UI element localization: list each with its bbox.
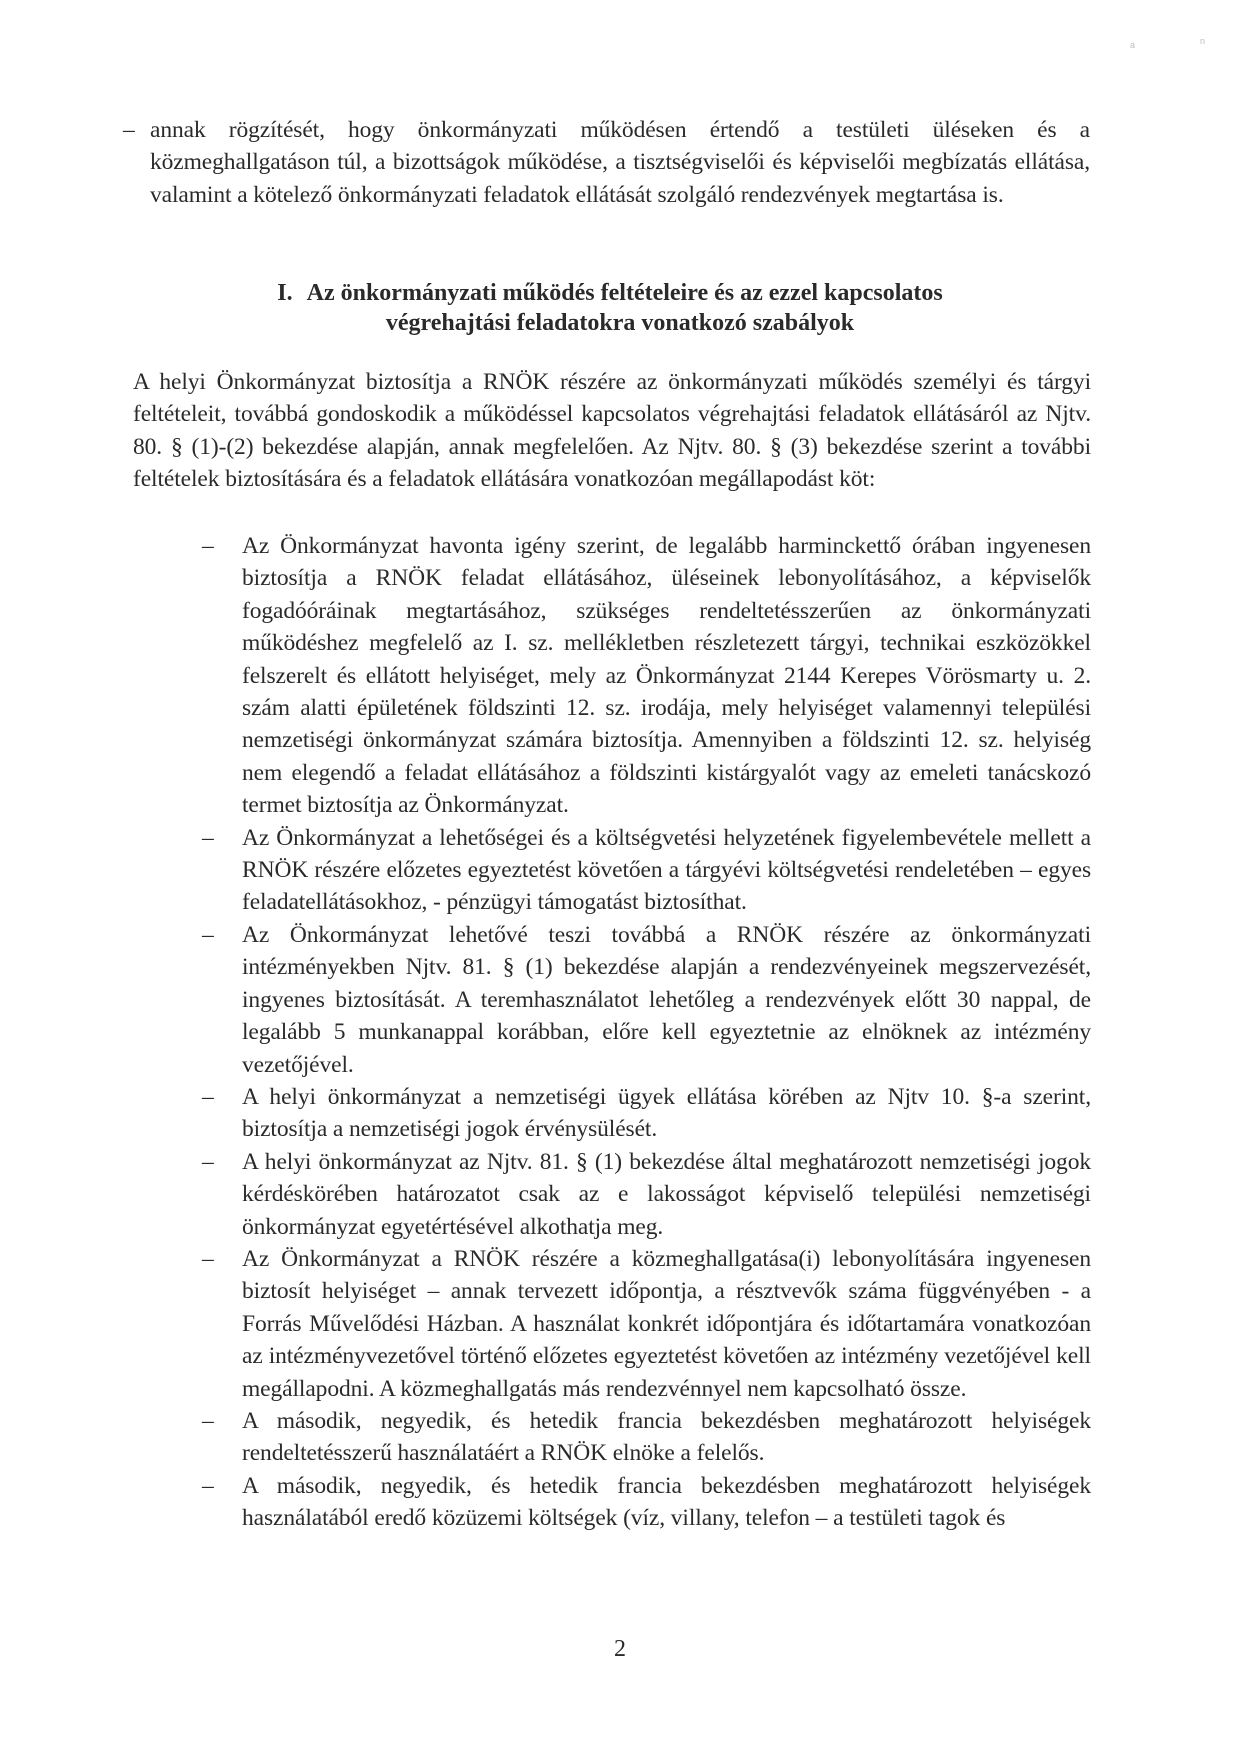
bullet-dash: – xyxy=(202,921,214,948)
list-item-text: A helyi önkormányzat a nemzetiségi ügyek ellátása körében az Njtv 10. §-a szerint, biztosítja a nemzetiségi jogok érvénysülését. xyxy=(242,1083,1091,1143)
list-item-text: Az Önkormányzat a lehetőségei és a költségvetési helyzetének figyelembevétele mellett a RNÖK részére előzetes egyeztetést követően a tárgyévi költségvetési rendeletében – egyes feladatellátásokhoz, - pénzügyi támogatást biztosíthat. xyxy=(242,824,1091,916)
list-item-text: Az Önkormányzat a RNÖK részére a közmeghallgatása(i) lebonyolítására ingyenesen biztosít helyiséget – annak tervezett időpontja, a résztvevők száma függvényében - a Forrás Művelődési Házban. A használat konkrét időpontjára és időtartamára vonatkozóan az intézményvezetővel történő előzetes egyeztetést követően az intézmény vezetőjével kell megállapodni. A közmeghallgatás más rendezvénnyel nem kapcsolható össze. xyxy=(242,1245,1091,1402)
intro-paragraph: A helyi Önkormányzat biztosítja a RNÖK részére az önkormányzati működés személyi és tárgyi feltételeit, továbbá gondoskodik a működéssel kapcsolatos végrehajtási feladatok ellátásáról az Njtv. 80. § (1)-(2) bekezdése alapján, annak megfelelően. Az Njtv. 80. § (3) bekezdése szerint a további feltételek biztosítására és a feladatok ellátására vonatkozóan megállapodást köt: xyxy=(133,369,1091,493)
list-item xyxy=(202,530,1091,822)
list-item-text: A helyi önkormányzat az Njtv. 81. § (1) bekezdése által meghatározott nemzetiségi jogok kérdéskörében határozatot csak az e lakosságot képviselő települési nemzetiségi önkormányzat egyetértésével alkothatja meg. xyxy=(242,1148,1091,1240)
section-heading xyxy=(150,278,1090,338)
list-item xyxy=(202,822,1091,919)
bullet-dash: – xyxy=(123,117,135,143)
list-item xyxy=(202,1081,1091,1146)
scan-artifact-mark: n xyxy=(1200,36,1206,46)
bullet-text: annak rögzítését, hogy önkormányzati működésen értendő a testületi üléseken és a közmeghallgatáson túl, a bizottságok működése, a tisztségviselői és képviselői megbízatás ellátása, valamint a kötelező önkormányzati feladatok ellátását szolgáló rendezvények megtartása is. xyxy=(150,117,1090,208)
list-item-text: A második, negyedik, és hetedik francia bekezdésben meghatározott helyiségek rendeltetésszerű használatáért a RNÖK elnöke a felelős. xyxy=(242,1407,1091,1467)
list-item-text: Az Önkormányzat lehetővé teszi továbbá a RNÖK részére az önkormányzati intézményekben Njtv. 81. § (1) bekezdése alapján a rendezvényeinek megszervezését, ingyenes biztosítását. A teremhasználatot lehetőleg a rendezvények előtt 30 nappal, de legalább 5 munkanappal korábban, előre kell egyeztetnie az elnöknek az intézmény vezetőjével. xyxy=(242,921,1091,1078)
bullet-dash: – xyxy=(202,1148,214,1175)
scan-artifact-mark: a xyxy=(1130,40,1136,50)
section-heading-line-2: végrehajtási feladatokra vonatkozó szabályok xyxy=(385,310,855,336)
bullet-dash: – xyxy=(202,1472,214,1499)
bullet-dash: – xyxy=(202,1083,214,1110)
list-item-text: Az Önkormányzat havonta igény szerint, de legalább harminckettő órában ingyenesen biztosítja a RNÖK feladat ellátásához, üléseinek lebonyolításához, a képviselők fogadóóráinak megtartásához, szükséges rendeltetésszerűen az önkormányzati működéshez megfelelő az I. sz. mellékletben részletezett tárgyi, technikai eszközökkel felszerelt és ellátott helyiséget, mely az Önkormányzat 2144 Kerepes Vörösmarty u. 2. szám alatti épületének földszinti 12. sz. irodája, mely helyiséget valamennyi települési nemzetiségi önkormányzat számára biztosítja. Amennyiben a földszinti 12. sz. helyiség nem elegendő a feladat ellátásához a földszinti kistárgyalót vagy az emeleti tanácskozó termet biztosítja az Önkormányzat. xyxy=(242,533,1091,819)
section-heading-line-1: Az önkormányzati működés feltételeire és az ezzel kapcsolatos xyxy=(306,280,943,306)
list-item xyxy=(202,919,1091,1081)
bullet-dash: – xyxy=(202,824,214,851)
page-number: 2 xyxy=(614,1636,626,1662)
top-bullet-item xyxy=(123,114,1090,211)
list-item xyxy=(202,1243,1091,1405)
list-item xyxy=(202,1405,1091,1470)
bullet-dash: – xyxy=(202,1407,214,1434)
list-item xyxy=(202,1146,1091,1243)
bullet-dash: – xyxy=(202,533,214,559)
section-number: I. xyxy=(277,280,293,306)
bullet-dash: – xyxy=(202,1245,214,1272)
list-item xyxy=(202,1470,1091,1535)
provisions-list xyxy=(202,530,1091,1535)
list-item-text: A második, negyedik, és hetedik francia bekezdésben meghatározott helyiségek használatából eredő közüzemi költségek (víz, villany, telefon – a testületi tagok és xyxy=(242,1472,1091,1532)
